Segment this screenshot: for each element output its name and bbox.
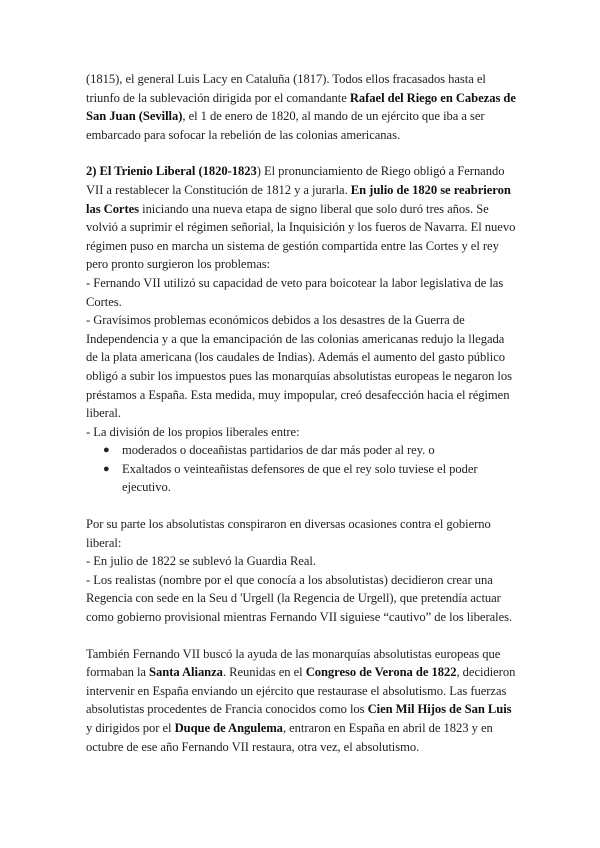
bullet-icon: ● [103,444,110,457]
problem-economia: - Gravísimos problemas económicos debidos a los desastres de la Guerra de Independencia y a que la emancipación de las colonias americanas redujo la llegada de la plata americana (los caudales de Indias). Además el aumento del gasto público obligó a subir los impuestos pues las monarquías absolutistas europeas le negaron los préstamos a España. Esta medida, muy impopular, creó desafección hacia el régimen liberal. [86,313,512,421]
list-item-text: moderados o doceañistas partidarios de dar más poder al rey. o [122,443,435,458]
text: ) El pronunciamiento de Riego obligó a Fernando VII a restablecer la Constitución de 1812 y a jurarla. [86,164,505,197]
paragraph-trienio [86,162,516,274]
bold-congreso-verona: Congreso de Verona de 1822 [305,665,457,680]
text: (1815), el general Luis Lacy en Cataluña (1817). Todos ellos fracasados hasta el triunfo de la sublevación dirigida por el comandante [86,72,486,105]
problem-veto: - Fernando VII utilizó su capacidad de veto para boicotear la labor legislativa de las Cortes. [86,275,504,309]
absolutistas-guardia: - En julio de 1822 se sublevó la Guardia Real. [86,554,316,569]
bold-riego: Rafael del Riego en Cabezas de San Juan (Sevilla) [86,90,516,124]
bold-cien-mil-hijos: Cien Mil Hijos de San Luis [367,702,512,717]
paragraph-absolutistas: Por su parte los absolutistas conspiraron en diversas ocasiones contra el gobierno liberal: [86,517,491,550]
bold-duque-angulema: Duque de Angulema [174,721,283,735]
bold-cortes: En julio de 1820 se reabrieron las Cortes [86,182,511,216]
bullet-icon: ● [103,462,110,475]
paragraph-riego [86,70,516,144]
paragraph-santa-alianza [86,645,516,757]
text: , el 1 de enero de 1820, al mando de un ejército que iba a ser embarcado para sofocar la rebelión de las colonias americanas. [86,109,485,142]
bold-santa-alianza: Santa Alianza [149,665,223,680]
section-heading-trienio: 2) El Trienio Liberal (1820-1823 [86,164,257,179]
text: , decidieron intervenir en España enviando un ejército que restaurase el absolutismo. Las fuerzas absolutistas procedentes de Francia conocidos como los [86,665,516,717]
text: y dirigidos por el [86,721,175,735]
text: , entraron en España en abril de 1823 y en octubre de ese año Fernando VII restaura, otra vez, el absolutismo. [86,721,493,754]
absolutistas-regencia: - Los realistas (nombre por el que conocía a los absolutistas) decidieron crear una Regencia con sede en la Seu d 'Urgell (la Regencia de Urgell), que pretendía actuar como gobierno provisional mientras Fernando VII siguiese “cautivo” de los liberales. [86,572,513,625]
liberal-factions-list [86,441,516,497]
problem-division: - La división de los propios liberales entre: [86,424,300,439]
text: iniciando una nueva etapa de signo liberal que solo duró tres años. Se volvió a suprimir el régimen señorial, la Inquisición y los fueros de Navarra. El nuevo régimen puso en marcha un sistema de gestión compartida entre las Cortes y el rey pero pronto surgieron los problemas: [86,201,516,272]
list-item-text: Exaltados o veinteañistas defensores de que el rey solo tuviese el poder ejecutivo. [122,461,478,495]
text: . Reunidas en el [222,665,306,680]
document-body [86,70,516,756]
text: También Fernando VII buscó la ayuda de las monarquías absolutistas europeas que formaban la [86,646,501,680]
list-item [86,441,516,460]
list-item [86,460,516,497]
